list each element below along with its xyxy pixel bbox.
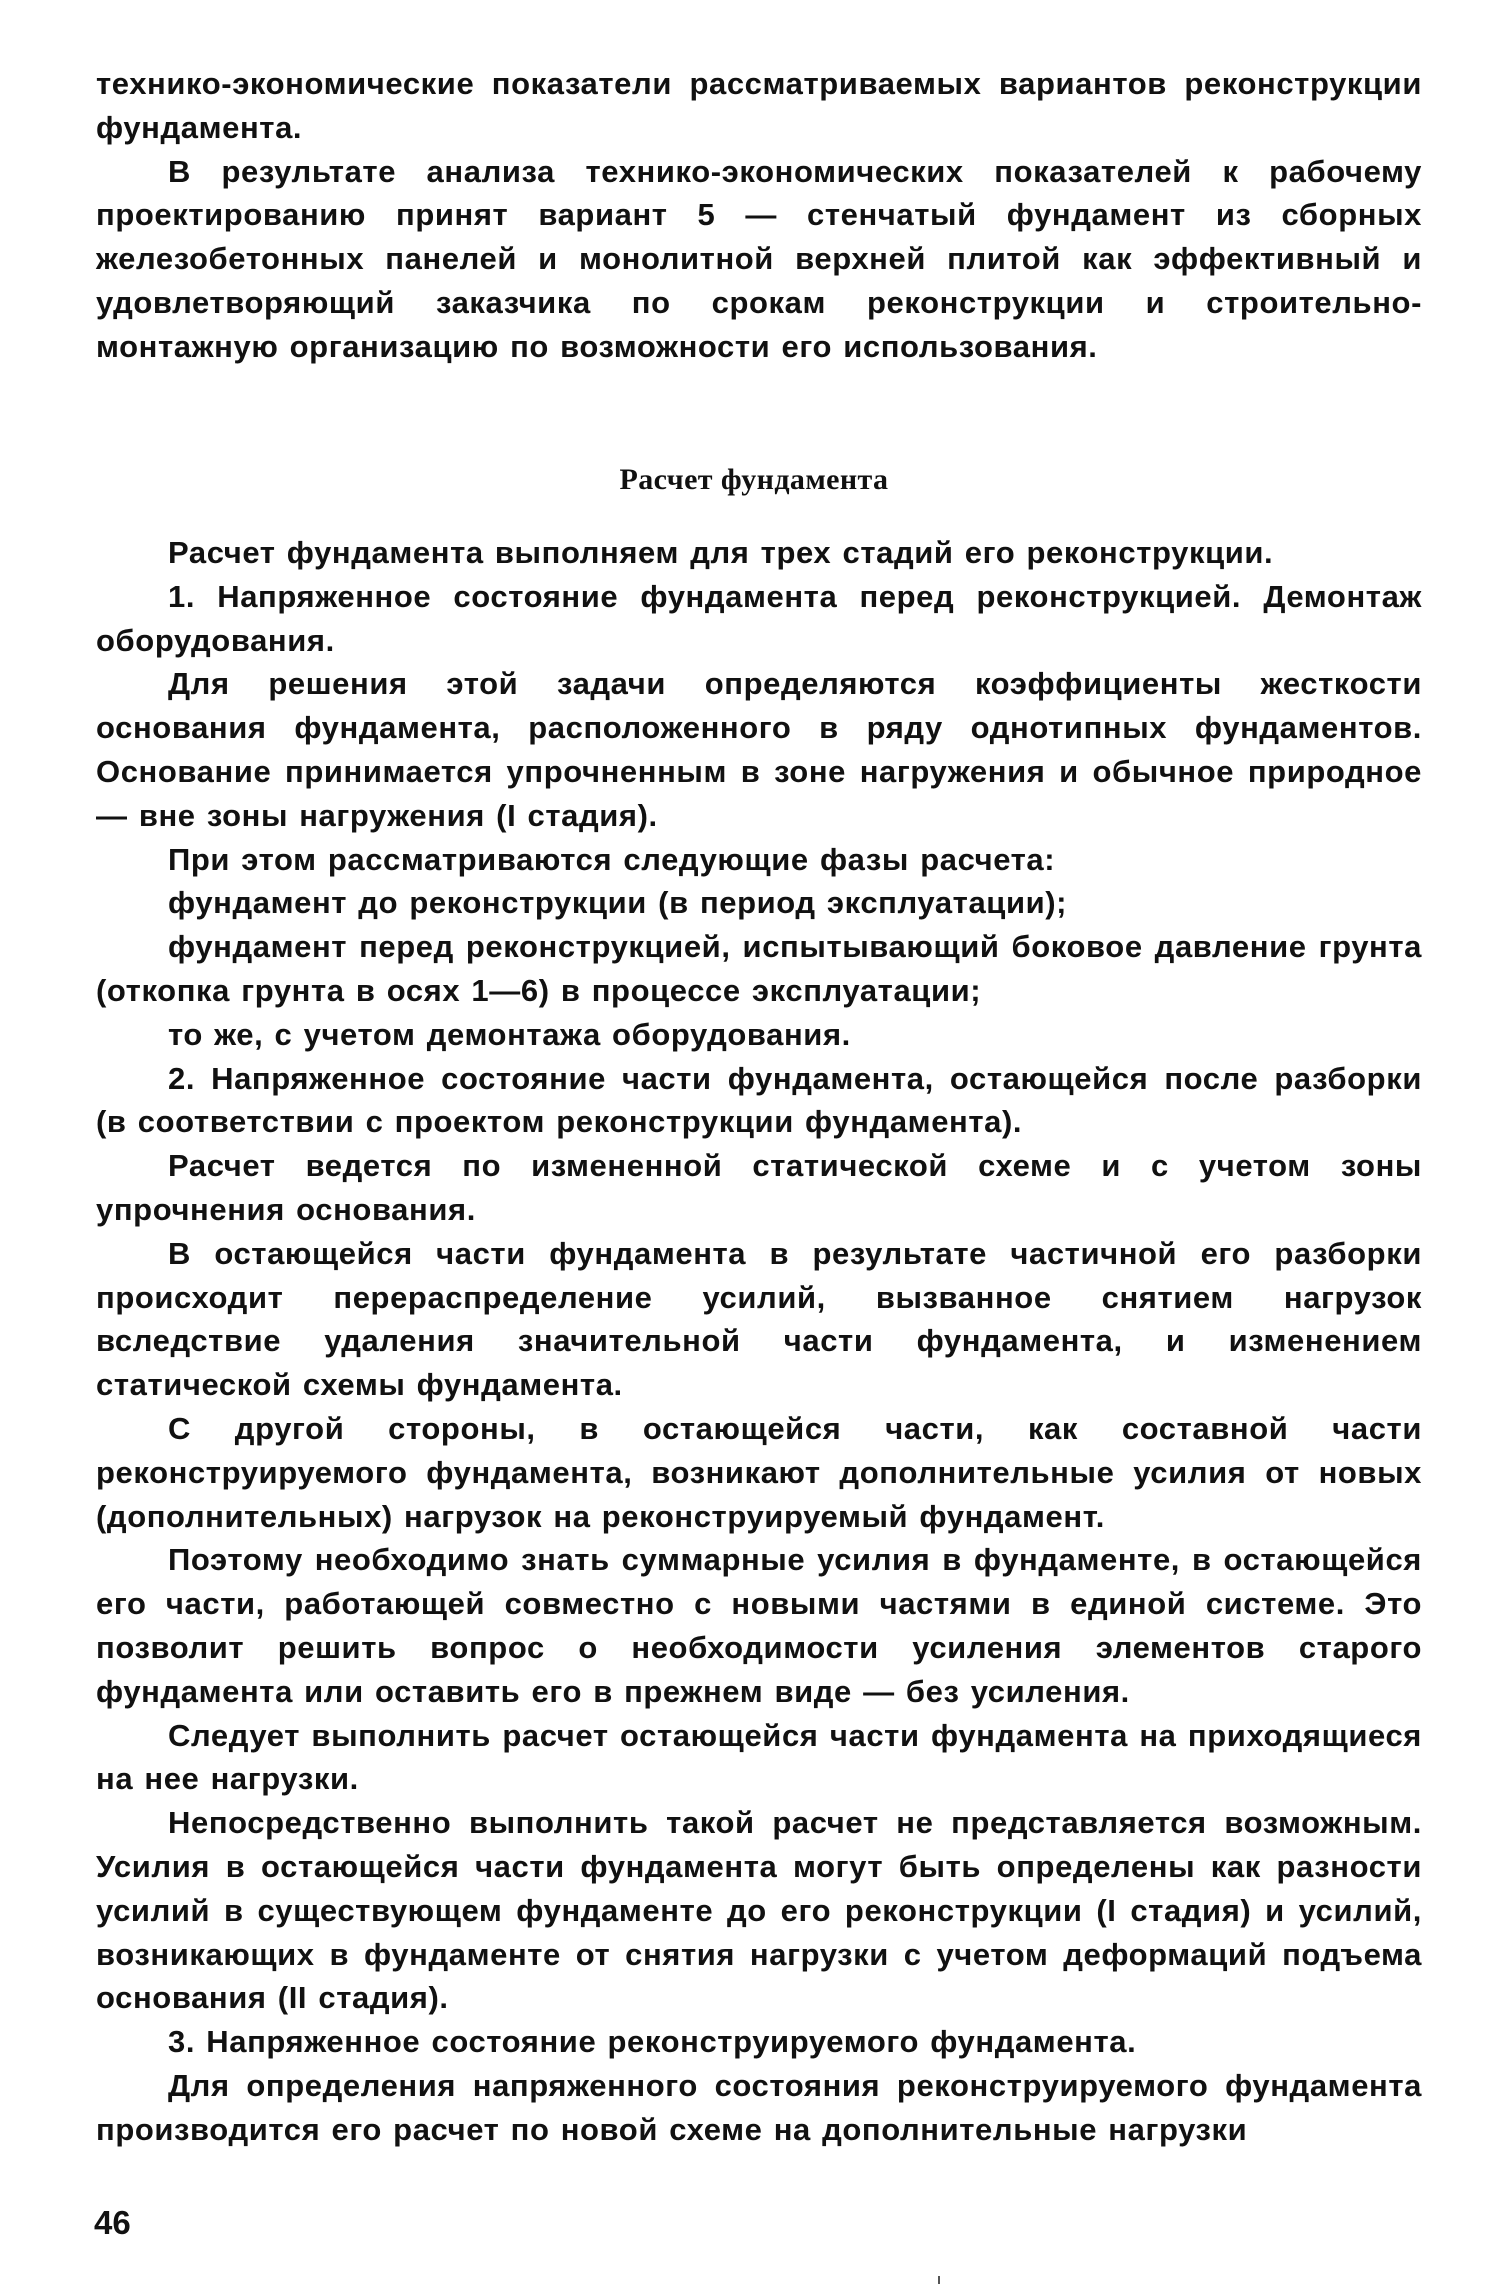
list-item: фундамент до реконструкции (в период эксплуатации); <box>168 885 1068 921</box>
intro-paragraph-1: технико-экономические показатели рассматриваемых вариантов реконструкции фундамента. <box>96 66 1422 145</box>
paragraph: При этом рассматриваются следующие фазы расчета: <box>168 841 1056 877</box>
scan-speck <box>938 2276 940 2284</box>
paragraph: В остающейся части фундамента в результате частичной его разборки происходит перераспределение усилий, вызванное снятием нагрузок вследствие удаления значительной части фундамента, и изменением статической схемы фундамента. <box>96 1235 1422 1403</box>
list-item: фундамент перед реконструкцией, испытывающий боковое давление грунта (откопка грунта в осях 1—6) в процессе эксплуатации; <box>96 929 1422 1008</box>
list-item: то же, с учетом демонтажа оборудования. <box>168 1016 851 1052</box>
section-heading: Расчет фундамента <box>619 463 889 496</box>
page-number: 46 <box>94 2204 131 2241</box>
intro-text <box>96 62 1422 369</box>
paragraph: Поэтому необходимо знать суммарные усилия в фундаменте, в остающейся его части, работающей совместно с новыми частями в единой системе. Это позволит решить вопрос о необходимости усиления элементов старого фундамента или оставить его в прежнем виде — без усиления. <box>96 1542 1422 1709</box>
paragraph: 2. Напряженное состояние части фундамента, остающейся после разборки (в соответствии с проектом реконструкции фундамента). <box>96 1060 1422 1140</box>
paragraph: 1. Напряженное состояние фундамента перед реконструкцией. Демонтаж оборудования. <box>96 578 1422 658</box>
paragraph: Для определения напряженного состояния реконструируемого фундамента производится его расчет по новой схеме на дополнительные нагрузки <box>96 2067 1422 2147</box>
paragraph: Следует выполнить расчет остающейся части фундамента на приходящиеся на нее нагрузки. <box>96 1717 1422 1797</box>
paragraph: Непосредственно выполнить такой расчет не представляется возможным. Усилия в остающейся части фундамента могут быть определены как разности усилий в существующем фундаменте до его реконструкции (I стадия) и усилий, возникающих в фундаменте от снятия нагрузки с учетом деформаций подъема основания (II стадия). <box>96 1805 1422 2016</box>
paragraph: С другой стороны, в остающейся части, как составной части реконструируемого фундамента, возникают дополнительные усилия от новых (дополнительных) нагрузок на реконструируемый фундамент. <box>96 1410 1422 1534</box>
paragraph: Для решения этой задачи определяются коэффициенты жесткости основания фундамента, расположенного в ряду однотипных фундаментов. Основание принимается упрочненным в зоне нагружения и обычное природное — вне зоны нагружения (I стадия). <box>96 666 1422 833</box>
paragraph: 3. Напряженное состояние реконструируемого фундамента. <box>168 2024 1137 2060</box>
paragraph: Расчет фундамента выполняем для трех стадий его реконструкции. <box>168 535 1274 570</box>
paragraph: Расчет ведется по измененной статической схеме и с учетом зоны упрочнения основания. <box>96 1148 1422 1227</box>
section-body <box>96 531 1422 2151</box>
intro-paragraph-2: В результате анализа технико-экономических показателей к рабочему проектированию принят вариант 5 — стенчатый фундамент из сборных железобетонных панелей и монолитной верхней плитой как эффективный и удовлетворяющий заказчика по срокам реконструкции и строительно-монтажную организацию по возможности его использования. <box>96 153 1422 364</box>
